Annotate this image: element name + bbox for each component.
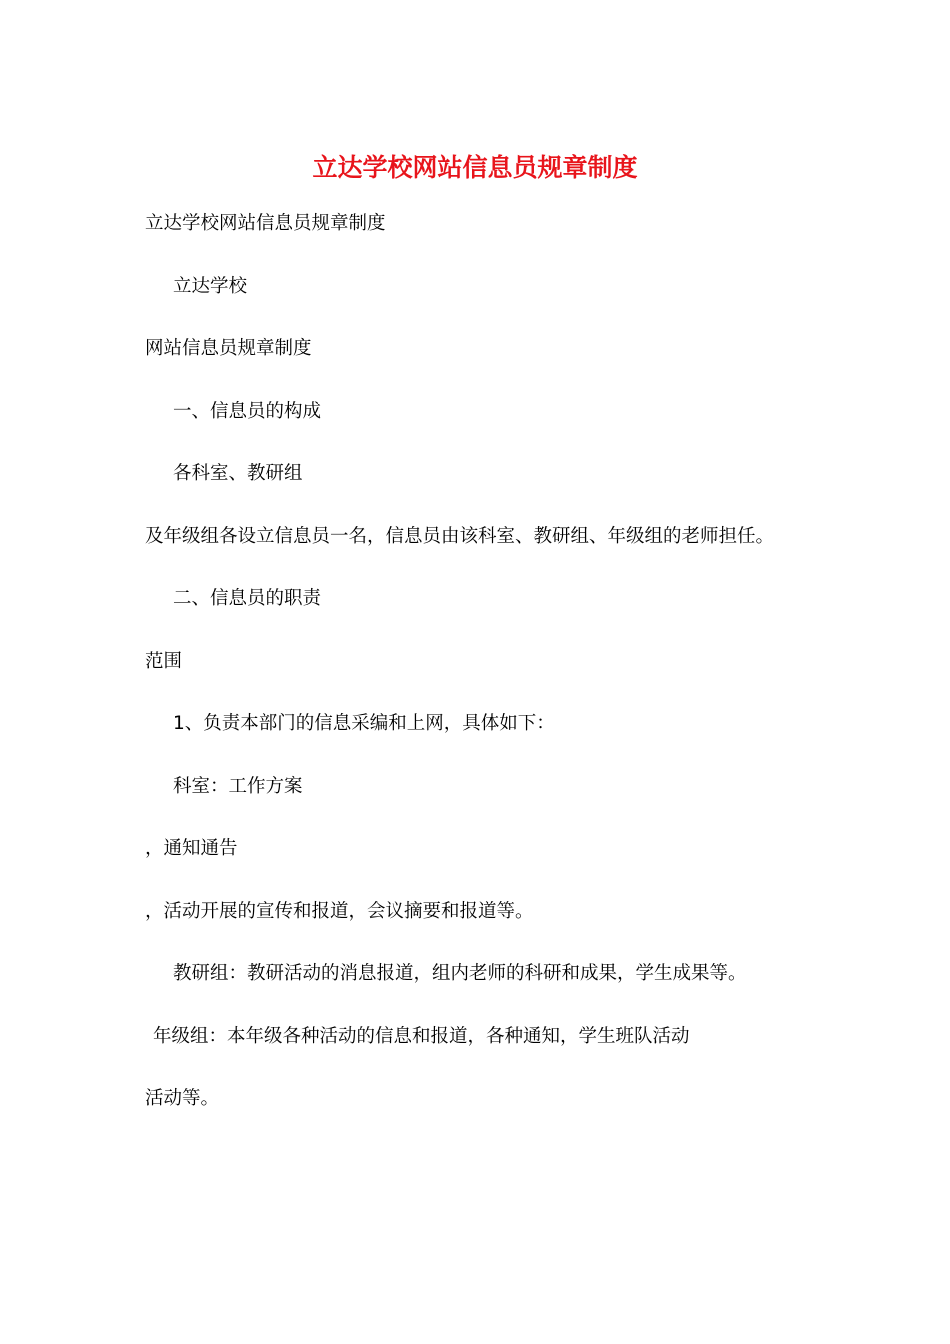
section-heading-composition: 一、信息员的构成: [173, 401, 322, 422]
paragraph-line-15: 活动等。: [145, 1088, 220, 1109]
paragraph-line-3: 网站信息员规章制度: [145, 338, 312, 359]
paragraph-line-6: 及年级组各设立信息员一名，信息员由该科室、教研组、年级组的老师担任。: [145, 526, 775, 547]
paragraph-line-5: 各科室、教研组: [173, 463, 303, 484]
section-heading-duties: 二、信息员的职责: [173, 588, 322, 609]
list-item-1: 1、负责本部门的信息采编和上网，具体如下：: [173, 713, 555, 734]
paragraph-line-10: 科室：工作方案: [173, 776, 303, 797]
paragraph-line-2: 立达学校: [173, 276, 248, 297]
document-title: 立达学校网站信息员规章制度: [312, 153, 638, 182]
paragraph-line-11: ，通知通告: [145, 838, 238, 859]
paragraph-line-12: ，活动开展的宣传和报道，会议摘要和报道等。: [145, 901, 534, 922]
paragraph-line-1: 立达学校网站信息员规章制度: [145, 213, 386, 234]
paragraph-line-14: 年级组：本年级各种活动的信息和报道，各种通知，学生班队活动: [153, 1026, 690, 1047]
paragraph-line-8: 范围: [145, 651, 183, 672]
paragraph-line-13: 教研组：教研活动的消息报道，组内老师的科研和成果，学生成果等。: [173, 963, 747, 984]
